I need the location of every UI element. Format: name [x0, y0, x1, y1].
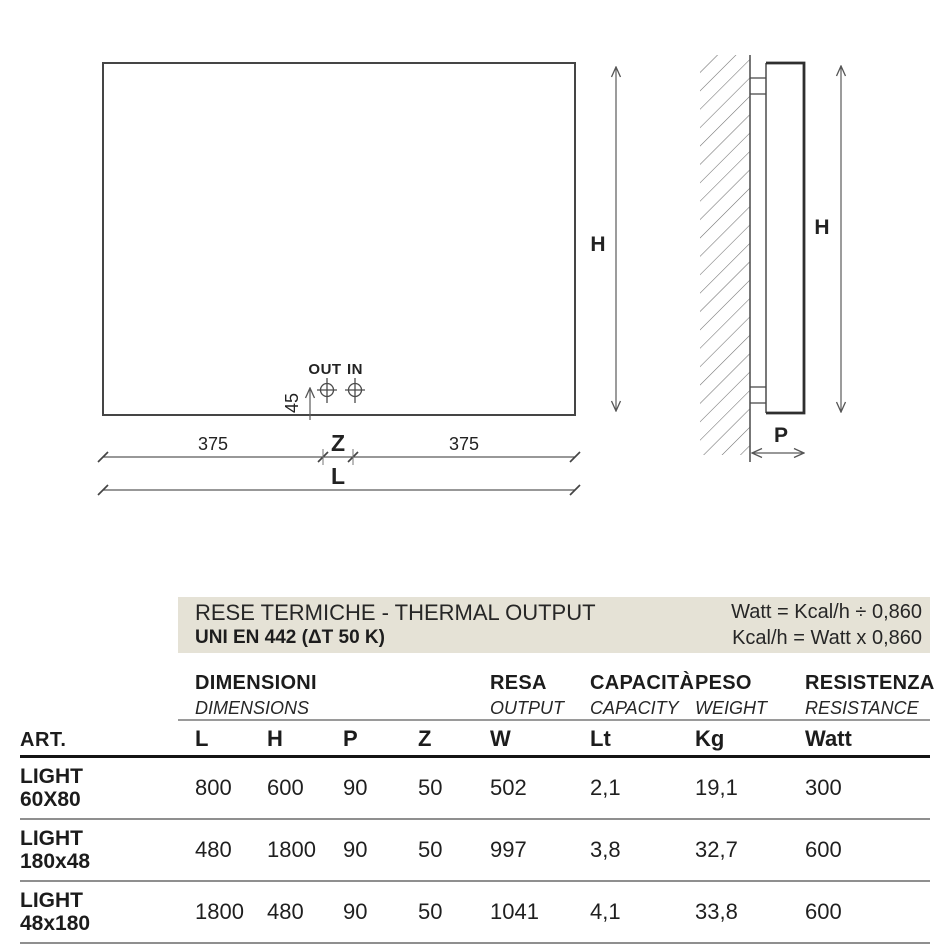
cell-H: 480	[267, 899, 304, 924]
col-header-L: L	[195, 726, 209, 751]
group-weight	[695, 672, 805, 721]
col-header-P: P	[343, 726, 358, 751]
column-group-header-row	[20, 668, 935, 721]
cell-W: 997	[490, 837, 527, 862]
group-dimensions-en: DIMENSIONS	[195, 698, 310, 718]
cell-Kg: 33,8	[695, 899, 738, 924]
article-name	[20, 827, 195, 873]
mounting-brackets	[750, 78, 766, 403]
formula-line1: Watt = Kcal/h ÷ 0,860	[731, 601, 922, 623]
cell-Kg: 32,7	[695, 837, 738, 862]
group-capacity-en: CAPACITY	[590, 698, 679, 718]
article-line1: LIGHT	[20, 764, 83, 788]
height-dimension-side	[814, 66, 841, 412]
group-capacity-it: CAPACITÀ	[590, 672, 695, 694]
formula-line2: Kcal/h = Watt x 0,860	[732, 627, 922, 649]
cell-H: 1800	[267, 837, 316, 862]
cell-Z: 50	[418, 899, 443, 924]
article-name	[20, 765, 195, 811]
length-dimension	[98, 463, 580, 495]
cell-Watt: 300	[805, 775, 842, 800]
group-weight-it: PESO	[695, 672, 752, 694]
col-header-Kg: Kg	[695, 726, 725, 751]
spec-table	[20, 668, 935, 944]
length-label: L	[330, 463, 346, 489]
group-dimensions-it: DIMENSIONI	[195, 672, 317, 694]
col-header-Z: Z	[418, 726, 432, 751]
col-header-W: W	[490, 726, 511, 751]
thermal-output-banner	[178, 597, 930, 653]
cell-L: 480	[195, 837, 232, 862]
cell-L: 1800	[195, 899, 244, 924]
group-resistance	[805, 672, 935, 721]
group-output-it: RESA	[490, 672, 547, 694]
group-underline	[178, 719, 930, 721]
height-label-side: H	[814, 216, 830, 239]
table-row	[20, 882, 930, 944]
cell-Watt: 600	[805, 837, 842, 862]
cell-Lt: 2,1	[590, 775, 621, 800]
cell-H: 600	[267, 775, 304, 800]
cell-P: 90	[343, 775, 368, 800]
cell-Watt: 600	[805, 899, 842, 924]
cell-P: 90	[343, 837, 368, 862]
depth-label: P	[773, 424, 789, 447]
cell-Z: 50	[418, 837, 443, 862]
col-header-Lt: Lt	[590, 726, 611, 751]
cell-P: 90	[343, 899, 368, 924]
banner-title-line2: UNI EN 442 (ΔT 50 K)	[195, 626, 385, 648]
span-left-label: 375	[197, 434, 229, 454]
width-segment-dimension	[98, 430, 580, 465]
span-center-label: Z	[330, 430, 346, 456]
cell-W: 502	[490, 775, 527, 800]
side-view	[700, 55, 841, 462]
article-name	[20, 889, 195, 935]
col-header-H: H	[267, 726, 283, 751]
table-row	[20, 758, 930, 820]
group-weight-en: WEIGHT	[695, 698, 767, 718]
banner-title	[195, 600, 596, 649]
panel-side-outline	[766, 63, 804, 413]
depth-dimension	[752, 424, 804, 453]
cell-Lt: 3,8	[590, 837, 621, 862]
article-line1: LIGHT	[20, 826, 83, 850]
cell-L: 800	[195, 775, 232, 800]
front-view	[98, 63, 616, 495]
art-header: ART.	[20, 729, 67, 751]
article-line2: 60X80	[20, 788, 81, 811]
group-output	[490, 672, 590, 721]
table-row	[20, 820, 930, 882]
group-resistance-en: RESISTANCE	[805, 698, 919, 718]
unit-header-row	[20, 721, 930, 758]
banner-title-line1: RESE TERMICHE - THERMAL OUTPUT	[195, 600, 596, 626]
col-header-Watt: Watt	[805, 726, 852, 751]
cell-Z: 50	[418, 775, 443, 800]
article-line1: LIGHT	[20, 888, 83, 912]
article-line2: 48x180	[20, 912, 91, 935]
in-label: IN	[347, 361, 363, 378]
group-dimensions	[195, 672, 490, 721]
conversion-formulas	[731, 599, 922, 651]
group-capacity	[590, 672, 695, 721]
wall-hatch	[700, 55, 750, 455]
group-output-en: OUTPUT	[490, 698, 564, 718]
cell-W: 1041	[490, 899, 539, 924]
height-label-front: H	[590, 233, 606, 256]
out-label: OUT	[308, 361, 342, 378]
group-resistance-it: RESISTENZA	[805, 672, 935, 694]
cell-Kg: 19,1	[695, 775, 738, 800]
span-right-label: 375	[448, 434, 480, 454]
article-line2: 180x48	[20, 850, 91, 873]
height-dimension-front	[590, 67, 616, 411]
valve-offset-label: 45	[282, 392, 302, 414]
cell-Lt: 4,1	[590, 899, 621, 924]
